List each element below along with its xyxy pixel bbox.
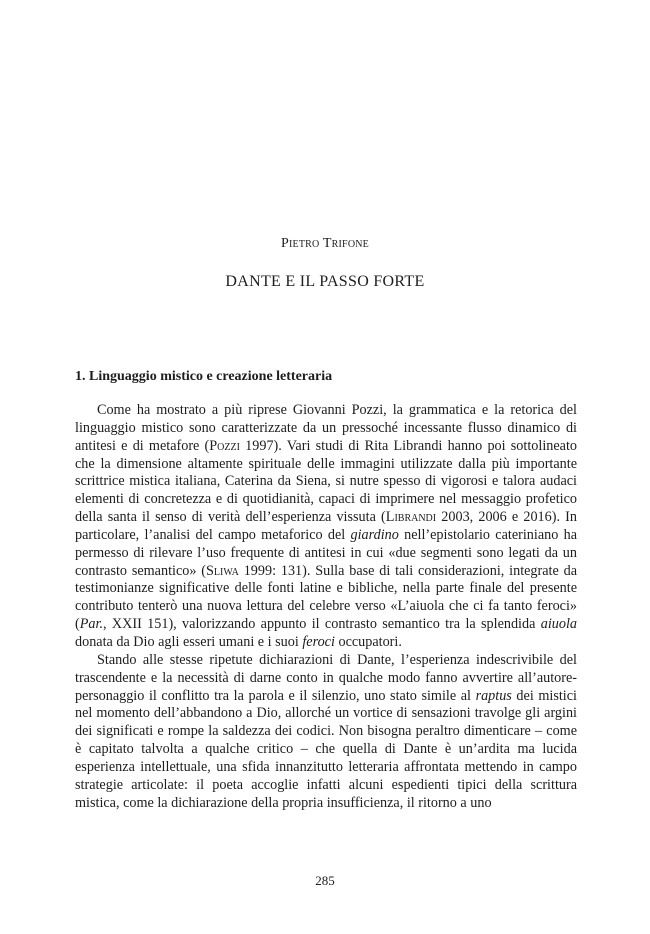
author-name: Pietro Trifone xyxy=(281,236,369,251)
italic-run: aiuola xyxy=(540,616,577,633)
paragraph-1 xyxy=(75,402,577,652)
text-run: 1997). Vari studi di Rita Librandi hanno poi sottolineato che la dimensione altamente spirituale delle immagini utilizzate dalla più importante scrittrice mistica italiana, Caterina da Siena, si nutre spesso di vigorosi e talora audaci elementi di concretezza e di quotidianità, capaci di imprimere nel messaggio profetico della santa il senso di verità dell’esperienza vissuta ( xyxy=(75,437,577,526)
text-run: occupatori. xyxy=(334,633,402,650)
italic-run: giardino xyxy=(350,526,399,543)
italic-run: raptus xyxy=(475,687,512,704)
article-title: DANTE E IL PASSO FORTE xyxy=(225,273,425,290)
text-run: donata da Dio agli esseri umani e i suoi xyxy=(75,633,303,650)
citation-author: Sliwa xyxy=(206,562,239,579)
section-heading: 1. Linguaggio mistico e creazione letteraria xyxy=(75,369,333,384)
text-run: Stando alle stesse ripetute dichiarazioni di Dante, l’esperienza indescrivibile del trascendente e la necessità di darne conto in qualche modo fanno avvertire all’autore-personaggio il conflitto tra la parola e il silenzio, uno stato simile al xyxy=(75,651,577,704)
paragraph-2 xyxy=(75,652,577,813)
text-run: 2003, 2006 e 2016). In particolare, l’analisi del campo metaforico del xyxy=(75,509,578,543)
italic-run: feroci xyxy=(302,633,335,650)
citation-author: Pozzi xyxy=(209,437,240,454)
body-text xyxy=(75,402,577,812)
text-run: 1999: 131). Sulla base di tali considerazioni, integrate da testimonianze significative delle fonti latine e bibliche, nella parte finale del presente contributo tenterò una nuova lettura del celebre verso «L’aiuola che ci fa tanto feroci» ( xyxy=(75,562,578,633)
text-run: , XXII 151), valorizzando appunto il contrasto semantico tra la splendida xyxy=(103,616,541,633)
page-number: 285 xyxy=(315,873,335,888)
text-run: Come ha mostrato a più riprese Giovanni Pozzi, la grammatica e la retorica del linguaggio mistico sono caratterizzate da un pressoché incessante flusso dinamico di antitesi e di metafore ( xyxy=(75,402,577,454)
text-run: nell’epistolario cateriniano ha permesso di rilevare l’uso frequente di antitesi in cui «due segmenti sono legati da un contrasto semantico» ( xyxy=(75,526,577,579)
citation-author: Librandi xyxy=(385,509,437,526)
italic-run: Par. xyxy=(79,616,103,633)
text-run: dei mistici nel momento dell’abbandono a Dio, allorché un vortice di sensazioni travolge gli argini dei significati e rompe la saldezza dei codici. Non bisogna peraltro dimenticare – come è capitato talvolta a qualche critico – che quella di Dante è un’ardita ma lucida esperienza intellettuale, una sfida innanzitutto letteraria affrontata mettendo in campo strategie articolate: il poeta accoglie infatti alcuni espedienti tipici della scrittura mistica, come la dichiarazione della propria insufficienza, il ritorno a uno xyxy=(75,687,577,811)
